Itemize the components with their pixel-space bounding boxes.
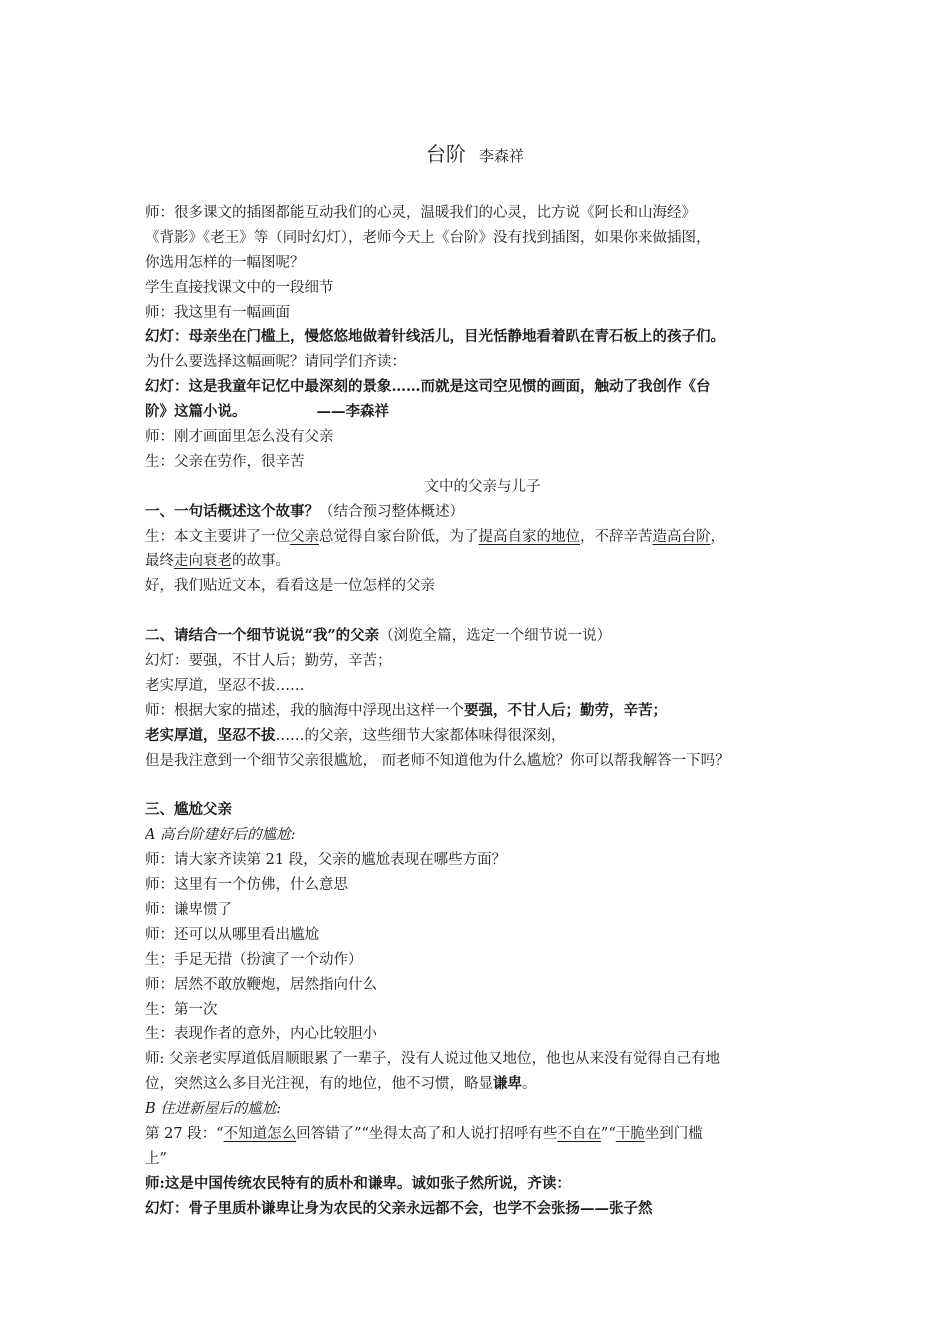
- text-line: 学生直接找课文中的一段细节: [145, 279, 334, 296]
- slide-quote: 幻灯：这是我童年记忆中最深刻的景象……而就是这司空见惯的画面，触动了我创作《台: [145, 378, 711, 396]
- text-line: 生：表现作者的意外，内心比较胆小: [145, 1026, 377, 1043]
- text-line: 师：很多课文的插图都能互动我们的心灵，温暖我们的心灵，比方说《阿长和山海经》: [145, 205, 696, 221]
- subsection-b: B 住进新屋后的尴尬:: [145, 1101, 282, 1118]
- text-line: 师：请大家齐读第 21 段，父亲的尴尬表现在哪些方面？: [145, 852, 507, 869]
- text-line: 最终走向衰老的故事。: [145, 553, 290, 570]
- slide-quote: 阶》这篇小说。 ——李森祥: [145, 403, 389, 421]
- text-line: 生：父亲在劳作，很辛苦: [145, 453, 305, 470]
- text-line: 位，突然这么多目光注视，有的地位，他不习惯，略显谦卑。: [145, 1075, 537, 1093]
- slide-quote: 幻灯：母亲坐在门槛上，慢悠悠地做着针线活儿，目光恬静地看着趴在青石板上的孩子们。: [145, 328, 725, 346]
- title-block: [0, 138, 950, 167]
- text-line: 第 27 段：“不知道怎么回答错了”“坐得太高了和人说打招呼有些不自在”“干脆坐到门槛: [145, 1125, 703, 1142]
- section-heading-1: 一、一句话概述这个故事？（结合预习整体概述）: [145, 502, 464, 520]
- text-line: 师：居然不敢放鞭炮，居然指向什么: [145, 976, 377, 993]
- text-line: 为什么要选择这幅画呢？请同学们齐读：: [145, 354, 406, 371]
- text-line: 师：这里有一个仿佛，什么意思: [145, 877, 348, 894]
- text-line: 好，我们贴近文本，看看这是一位怎样的父亲: [145, 578, 435, 595]
- text-line: 幻灯：要强，不甘人后；勤劳，辛苦；: [145, 653, 392, 670]
- document-author: 李森祥: [479, 147, 525, 165]
- text-line: 生：手足无措（扮演了一个动作）: [145, 951, 363, 968]
- text-line: 老实厚道，坚忍不拔……的父亲，这些细节大家都体味得很深刻，: [145, 726, 566, 744]
- text-line: 师：刚才画面里怎么没有父亲: [145, 429, 334, 446]
- text-line: 但是我注意到一个细节父亲很尴尬， 而老师不知道他为什么尴尬？你可以帮我解答一下吗？: [145, 752, 730, 769]
- blank-line: [145, 773, 820, 798]
- text-line: 你选用怎样的一幅图呢？: [145, 254, 305, 271]
- subsection-a: A 高台阶建好后的尴尬:: [145, 827, 296, 844]
- text-line: 老实厚道，坚忍不拔……: [145, 677, 305, 694]
- text-line: 师:这是中国传统农民特有的质朴和谦卑。诚如张子然所说，齐读：: [145, 1174, 571, 1192]
- text-line: 师：谦卑惯了: [145, 901, 232, 918]
- text-line: 师: 父亲老实厚道低眉顺眼累了一辈子，没有人说过他又地位，他也从来没有觉得自己有地: [145, 1051, 720, 1068]
- text-line: 生：第一次: [145, 1001, 218, 1018]
- text-line: 《背影》《老王》等（同时幻灯），老师今天上《台阶》没有找到插图，如果你来做插图，: [145, 229, 711, 246]
- section-heading-2: 二、请结合一个细节说说“我”的父亲（浏览全篇，选定一个细节说一说）: [145, 627, 612, 645]
- slide-quote: 幻灯：骨子里质朴谦卑让身为农民的父亲永远都不会，也学不会张扬——张子然: [145, 1199, 653, 1217]
- text-line: 师：我这里有一幅画面: [145, 304, 290, 321]
- text-line: 师：根据大家的描述，我的脑海中浮现出这样一个要强，不甘人后；勤劳，辛苦；: [145, 701, 667, 719]
- text-line: 师：还可以从哪里看出尴尬: [145, 926, 319, 943]
- document-title: 台阶: [425, 142, 466, 166]
- text-line: 上”: [145, 1150, 167, 1167]
- text-line: 生：本文主要讲了一位父亲总觉得自家台阶低，为了提高自家的地位，不辞辛苦造高台阶，: [145, 528, 725, 545]
- document-body: [145, 201, 820, 1222]
- section-subtitle: 文中的父亲与儿子: [424, 478, 541, 495]
- section-heading-3: 三、尴尬父亲: [145, 801, 232, 819]
- blank-line: [145, 599, 820, 624]
